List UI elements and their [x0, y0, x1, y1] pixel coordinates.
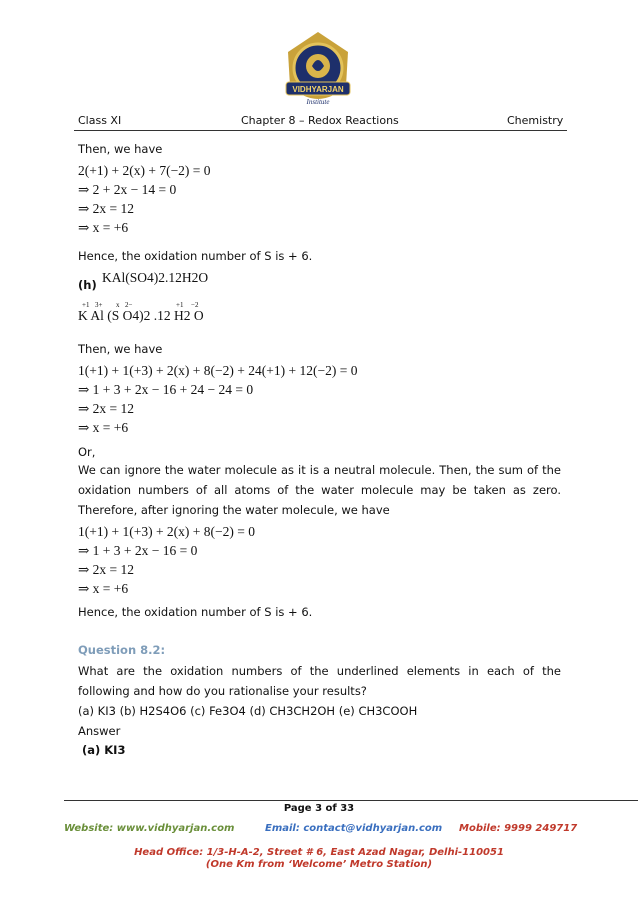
- equation-line: ⇒ x = +6: [78, 581, 129, 596]
- answer-part-a: (a) KI3: [82, 743, 126, 757]
- footer-office-note: (One Km from ‘Welcome’ Metro Station): [205, 859, 433, 870]
- question-options: (a) KI3 (b) H2S4O6 (c) Fe3O4 (d) CH3CH2OH (e) CH3COOH: [78, 704, 418, 718]
- equation-line: ⇒ 2x = 12: [78, 201, 135, 216]
- ox-mark-o2: −2: [191, 301, 199, 309]
- footer-office: Head Office: 1/3-H-A-2, Street # 6, East Azad Nagar, Delhi-110051: [134, 847, 504, 858]
- block1-equations: [78, 161, 211, 237]
- institute-logo: [282, 30, 354, 114]
- equation-line: ⇒ 2x = 12: [78, 401, 135, 416]
- equation-line: 2(+1) + 2(x) + 7(−2) = 0: [78, 163, 211, 178]
- equation-line: 1(+1) + 1(+3) + 2(x) + 8(−2) + 24(+1) + 12(−2) = 0: [78, 363, 358, 378]
- block2-equations: [78, 361, 357, 437]
- equation-line: ⇒ 2x = 12: [78, 562, 135, 577]
- logo-subtitle: Institute: [306, 98, 330, 106]
- footer-website[interactable]: Website: www.vidhyarjan.com: [64, 823, 235, 834]
- footer-email[interactable]: Email: contact@vidhyarjan.com: [265, 823, 443, 834]
- ox-mark-h: +1: [176, 301, 184, 309]
- header-chapter: Chapter 8 – Redox Reactions: [241, 114, 399, 127]
- part-h-label: (h): [78, 278, 97, 292]
- equation-line: ⇒ 2 + 2x − 14 = 0: [78, 182, 177, 197]
- ox-mark-o: 2−: [125, 301, 133, 309]
- question-title: Question 8.2:: [78, 643, 166, 657]
- page-number: Page 3 of 33: [283, 803, 355, 814]
- block3-paragraph: We can ignore the water molecule as it is a neutral molecule. Then, the sum of the oxidation numbers of all atoms of the water molecule may be taken as zero. Therefore, after ignoring the water molecule, we have: [78, 463, 561, 517]
- block3-or: Or,: [78, 445, 96, 459]
- equation-line: ⇒ 1 + 3 + 2x − 16 + 24 − 24 = 0: [78, 382, 254, 397]
- block2-intro: Then, we have: [78, 342, 163, 356]
- equation-line: 1(+1) + 1(+3) + 2(x) + 8(−2) = 0: [78, 524, 256, 539]
- footer-divider: [64, 800, 638, 801]
- equation-line: ⇒ 1 + 3 + 2x − 16 = 0: [78, 543, 198, 558]
- equation-line: ⇒ x = +6: [78, 220, 129, 235]
- question-text: What are the oxidation numbers of the underlined elements in each of the following and how do you rationalise your results?: [78, 664, 561, 698]
- ox-mark-s: x: [116, 301, 120, 309]
- header-divider: [74, 130, 567, 131]
- ox-mark-k: +1: [82, 301, 90, 309]
- block1-conclusion: Hence, the oxidation number of S is + 6.: [78, 249, 313, 263]
- annotated-formula-text: K Al (S O4)2 .12 H2 O: [78, 308, 204, 323]
- answer-label: Answer: [78, 724, 121, 738]
- annotated-formula: [78, 296, 218, 330]
- footer-mobile: Mobile: 9999 249717: [459, 823, 578, 834]
- header-class: Class XI: [78, 114, 122, 127]
- header-subject: Chemistry: [507, 114, 564, 127]
- ox-mark-al: 3+: [95, 301, 103, 309]
- equation-line: ⇒ x = +6: [78, 420, 129, 435]
- block3-conclusion: Hence, the oxidation number of S is + 6.: [78, 605, 313, 619]
- block3-equations: [78, 522, 255, 598]
- part-h-formula: KAl(SO4)2.12H2O: [102, 270, 209, 285]
- block1-intro: Then, we have: [78, 142, 163, 156]
- logo-title: VIDHYARJAN: [292, 85, 344, 94]
